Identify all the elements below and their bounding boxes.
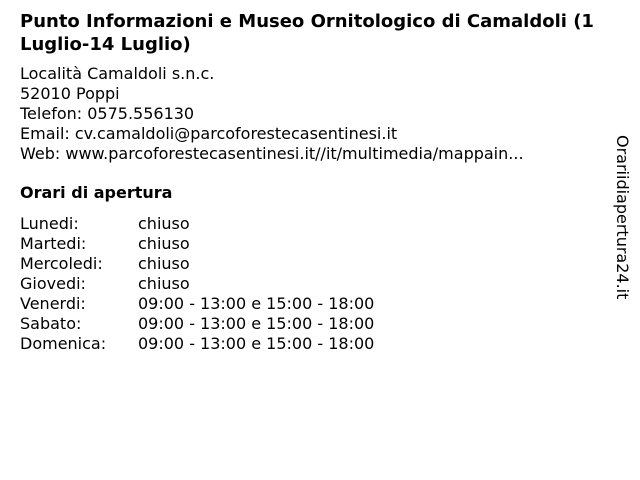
city: 52010 Poppi [20,84,120,103]
day-hours: 09:00 - 13:00 e 15:00 - 18:00 [138,334,375,353]
hours-row-saturday [20,314,374,334]
day-hours: chiuso [138,254,190,273]
day-label: Lunedi: [20,214,79,233]
opening-hours-heading: Orari di apertura [20,183,173,202]
phone: Telefon: 0575.556130 [20,104,195,123]
day-label: Mercoledi: [20,254,103,273]
day-label: Venerdi: [20,294,86,313]
email: Email: cv.camaldoli@parcoforestecasentinesi.it [20,124,398,143]
day-hours: chiuso [138,214,190,233]
day-hours: 09:00 - 13:00 e 15:00 - 18:00 [138,294,375,313]
day-label: Martedi: [20,234,87,253]
hours-row-tuesday [20,234,374,254]
day-label: Giovedi: [20,274,86,293]
opening-hours-table [20,214,374,354]
hours-row-sunday [20,334,374,354]
day-label: Domenica: [20,334,107,353]
page-title: Punto Informazioni e Museo Ornitologico di Camaldoli (1 Luglio-14 Luglio) [20,11,594,55]
day-hours: chiuso [138,274,190,293]
day-hours: chiuso [138,234,190,253]
hours-row-thursday [20,274,374,294]
street-address: Località Camaldoli s.n.c. [20,64,215,83]
website: Web: www.parcoforestecasentinesi.it//it/multimedia/mappain... [20,144,524,163]
address-block [20,64,600,164]
hours-row-friday [20,294,374,314]
hours-row-wednesday [20,254,374,274]
day-hours: 09:00 - 13:00 e 15:00 - 18:00 [138,314,375,333]
site-watermark: Orariidiapertura24.it [613,135,632,300]
day-label: Sabato: [20,314,82,333]
hours-row-monday [20,214,374,234]
